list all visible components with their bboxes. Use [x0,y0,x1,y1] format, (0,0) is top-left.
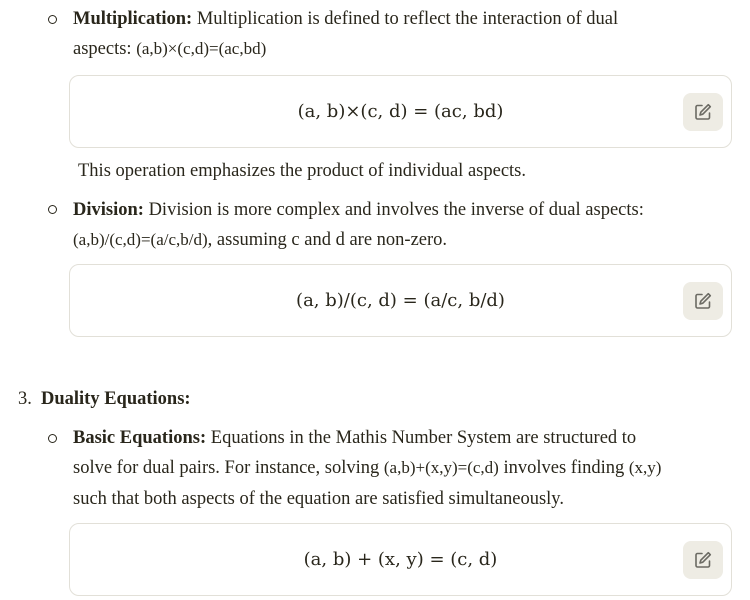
list-bullet [48,205,57,214]
section-heading-text: Duality Equations: [41,389,191,409]
basic-equations-text-1: Equations in the Mathis Number System are structured to [206,428,637,448]
division-text-1: Division is more complex and involves the inverse of dual aspects: [143,200,644,220]
basic-equations-formula-block [69,523,732,596]
multiplication-formula-block [69,75,732,148]
multiplication-block-formula: (a, b)×(c, d) = (ac, bd) [297,101,504,122]
basic-equations-text-2: solve for dual pairs. For instance, solving [73,458,384,478]
basic-equations-text-2b: involves finding [498,458,629,478]
multiplication-text-1: Multiplication is defined to reflect the interaction of dual [192,9,619,29]
basic-equations-inline-formula: (a,b)+(x,y)=(c,d) [383,458,499,477]
list-bullet [48,434,57,443]
edit-formula-button[interactable] [683,541,723,579]
multiplication-line-2 [73,34,266,64]
edit-formula-button[interactable] [683,93,723,131]
division-block-formula: (a, b)/(c, d) = (a/c, b/d) [296,290,505,311]
multiplication-text-2: aspects: [73,39,137,59]
edit-pencil-icon [693,102,713,122]
division-formula-block [69,264,732,337]
edit-pencil-icon [693,550,713,570]
multiplication-line-1 [73,4,618,34]
basic-equations-line-2 [73,453,661,483]
list-bullet [48,15,57,24]
division-line-2 [73,225,447,255]
division-text-2: , assuming c and d are non-zero. [207,230,448,250]
multiplication-inline-formula: (a,b)×(c,d)=(ac,bd) [136,39,267,58]
multiplication-note: This operation emphasizes the product of individual aspects. [78,161,526,181]
division-inline-formula: (a,b)/(c,d)=(a/c,b/d) [73,230,208,249]
edit-formula-button[interactable] [683,282,723,320]
section-heading [41,384,191,414]
basic-equations-block-formula: (a, b) + (x, y) = (c, d) [303,549,498,570]
basic-equations-line-3: such that both aspects of the equation are satisfied simultaneously. [73,489,564,509]
basic-equations-line-1 [73,423,636,453]
division-line-1 [73,195,644,225]
multiplication-term: Multiplication: [73,9,193,29]
basic-equations-term: Basic Equations: [73,428,207,448]
section-number: 3. [18,389,32,409]
basic-equations-inline-pair: (x,y) [628,458,662,477]
edit-pencil-icon [693,291,713,311]
division-term: Division: [73,200,144,220]
